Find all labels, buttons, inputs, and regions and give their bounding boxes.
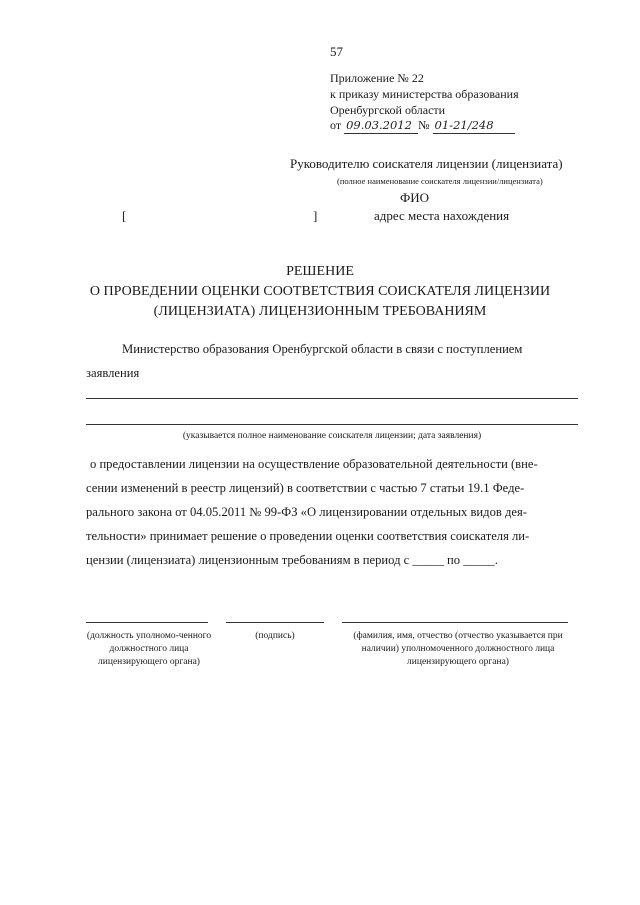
- blank-line-2: [86, 424, 578, 425]
- recipient-fio: ФИО: [400, 190, 430, 205]
- signature-caption: (подпись): [255, 631, 295, 641]
- appendix-line-3: Оренбургской области: [330, 103, 446, 117]
- date-prefix: от: [330, 118, 342, 132]
- title-line-3: (ЛИЦЕНЗИАТА) ЛИЦЕНЗИОННЫМ ТРЕБОВАНИЯМ: [153, 304, 487, 319]
- name-caption: (фамилия, имя, отчество (отчество указывается при наличии) уполномоченного должностного лица лицензирующего органа): [353, 631, 563, 667]
- handwritten-number: 01-21/248: [433, 117, 515, 134]
- intro-line-1: Министерство образования Оренбургской области в связи с поступлением: [122, 342, 523, 356]
- intro-line-2: заявления: [86, 366, 140, 380]
- page-number: 57: [330, 44, 343, 59]
- recipient-address: адрес места нахождения: [374, 208, 510, 223]
- position-line: [86, 622, 208, 623]
- paragraph-line-5: цензии (лицензиата) лицензионным требованиям в период с _____ по _____.: [86, 553, 498, 567]
- paragraph-line-2: сении изменений в реестр лицензий) в соответствии с частью 7 статьи 19.1 Феде-: [86, 481, 525, 495]
- position-caption: (должность уполномо-ченного должностного лица лицензирующего органа): [86, 631, 212, 667]
- title-line-1: РЕШЕНИЕ: [286, 264, 354, 279]
- blank-line-1: [86, 398, 578, 399]
- appendix-line-1: Приложение № 22: [330, 71, 424, 85]
- appendix-date-line: [330, 117, 515, 134]
- recipient-head: Руководителю соискателя лицензии (лицензиата): [290, 156, 563, 171]
- paragraph-line-3: рального закона от 04.05.2011 № 99-ФЗ «О лицензировании отдельных видов дея-: [86, 505, 527, 519]
- name-line: [342, 622, 568, 623]
- appendix-line-2: к приказу министерства образования: [330, 87, 519, 101]
- bracket-right: ]: [313, 208, 318, 223]
- handwritten-date: 09.03.2012: [344, 117, 418, 134]
- signature-line: [226, 622, 324, 623]
- document-title: [0, 262, 640, 322]
- number-prefix: №: [418, 118, 430, 132]
- bracket-left: [: [122, 208, 127, 223]
- paragraph-line-4: тельности» принимает решение о проведении оценки соответствия соискателя ли-: [86, 529, 530, 543]
- paragraph-line-1: о предоставлении лицензии на осуществление образовательной деятельности (вне-: [90, 457, 538, 471]
- applicant-caption: (указывается полное наименование соискателя лицензии; дата заявления): [182, 431, 482, 441]
- recipient-head-sub: (полное наименование соискателя лицензии/лицензиата): [337, 176, 543, 186]
- title-line-2: О ПРОВЕДЕНИИ ОЦЕНКИ СООТВЕТСТВИЯ СОИСКАТЕЛЯ ЛИЦЕНЗИИ: [89, 284, 551, 299]
